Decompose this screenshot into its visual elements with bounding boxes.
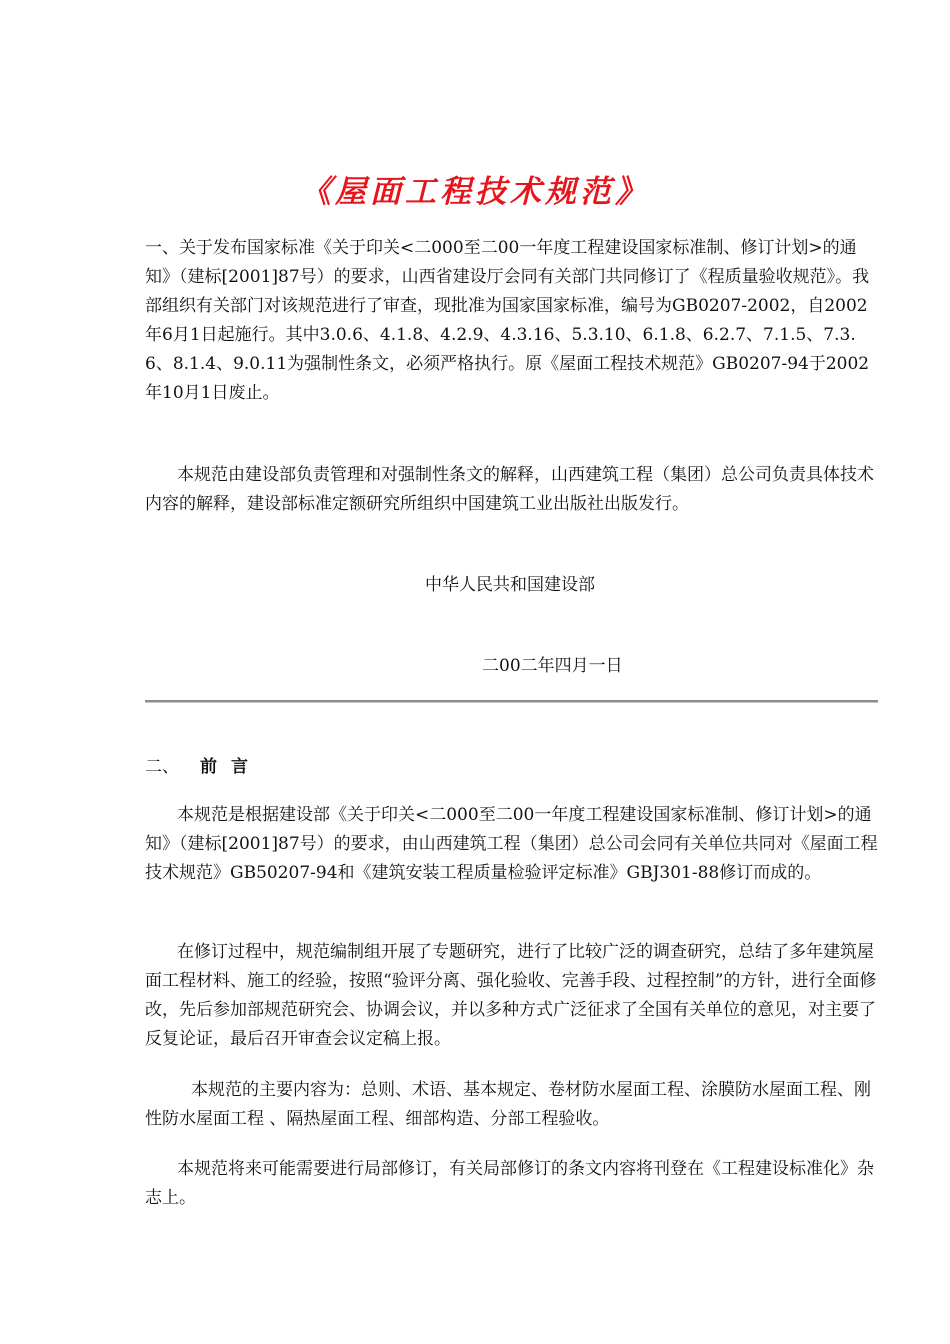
preface-paragraph-revision: 本规范将来可能需要进行局部修订，有关局部修订的条文内容将刊登在《工程建设标准化》杂志上。 <box>145 1159 874 1208</box>
preface-paragraph-origin: 本规范是根据建设部《关于印关<二000至二00一年度工程建设国家标准制、修订计划>的通知》（建标[2001]87号）的要求，由山西建筑工程（集团）总公司会同有关单位共同对《屋面工程技术规范》GB50207-94和《建筑安装工程质量检验评定标准》GBJ301-88修订而成的。 <box>145 805 878 883</box>
preface-title: 前言 <box>200 757 262 777</box>
preface-heading <box>145 752 262 777</box>
responsibility-paragraph: 本规范由建设部负责管理和对强制性条文的解释，山西建筑工程（集团）总公司负责具体技术内容的解释，建设部标准定额研究所组织中国建筑工业出版社出版发行。 <box>145 465 874 514</box>
issuer-name: 中华人民共和国建设部 <box>425 575 595 595</box>
document-title: 《屋面工程技术规范》 <box>300 174 650 210</box>
preface-number: 二、 <box>145 757 179 777</box>
section-divider <box>145 700 878 703</box>
preface-paragraph-contents: 本规范的主要内容为：总则、术语、基本规定、卷材防水屋面工程、涂膜防水屋面工程、刚性防水屋面工程 、隔热屋面工程、细部构造、分部工程验收。 <box>145 1080 871 1129</box>
issue-date: 二00二年四月一日 <box>482 656 623 676</box>
announcement-paragraph: 一、关于发布国家标准《关于印关<二000至二00一年度工程建设国家标准制、修订计划>的通知》（建标[2001]87号）的要求，山西省建设厅会同有关部门共同修订了《程质量验收规范》。我部组织有关部门对该规范进行了审查，现批准为国家国家标准，编号为GB0207-2002，自2002年6月1日起施行。其中3.0.6、4.1.8、4.2.9、4.3.16、5.3.10、6.1.8、6.2.7、7.1.5、7.3.6、8.1.4、9.0.11为强制性条文，必须严格执行。原《屋面工程技术规范》GB0207-94于2002年10月1日废止。 <box>145 238 870 403</box>
preface-paragraph-process: 在修订过程中，规范编制组开展了专题研究，进行了比较广泛的调查研究，总结了多年建筑屋面工程材料、施工的经验，按照“验评分离、强化验收、完善手段、过程控制”的方针，进行全面修改，先后参加部规范研究会、协调会议，并以多种方式广泛征求了全国有关单位的意见，对主要了反复论证，最后召开审查会议定稿上报。 <box>145 942 877 1049</box>
